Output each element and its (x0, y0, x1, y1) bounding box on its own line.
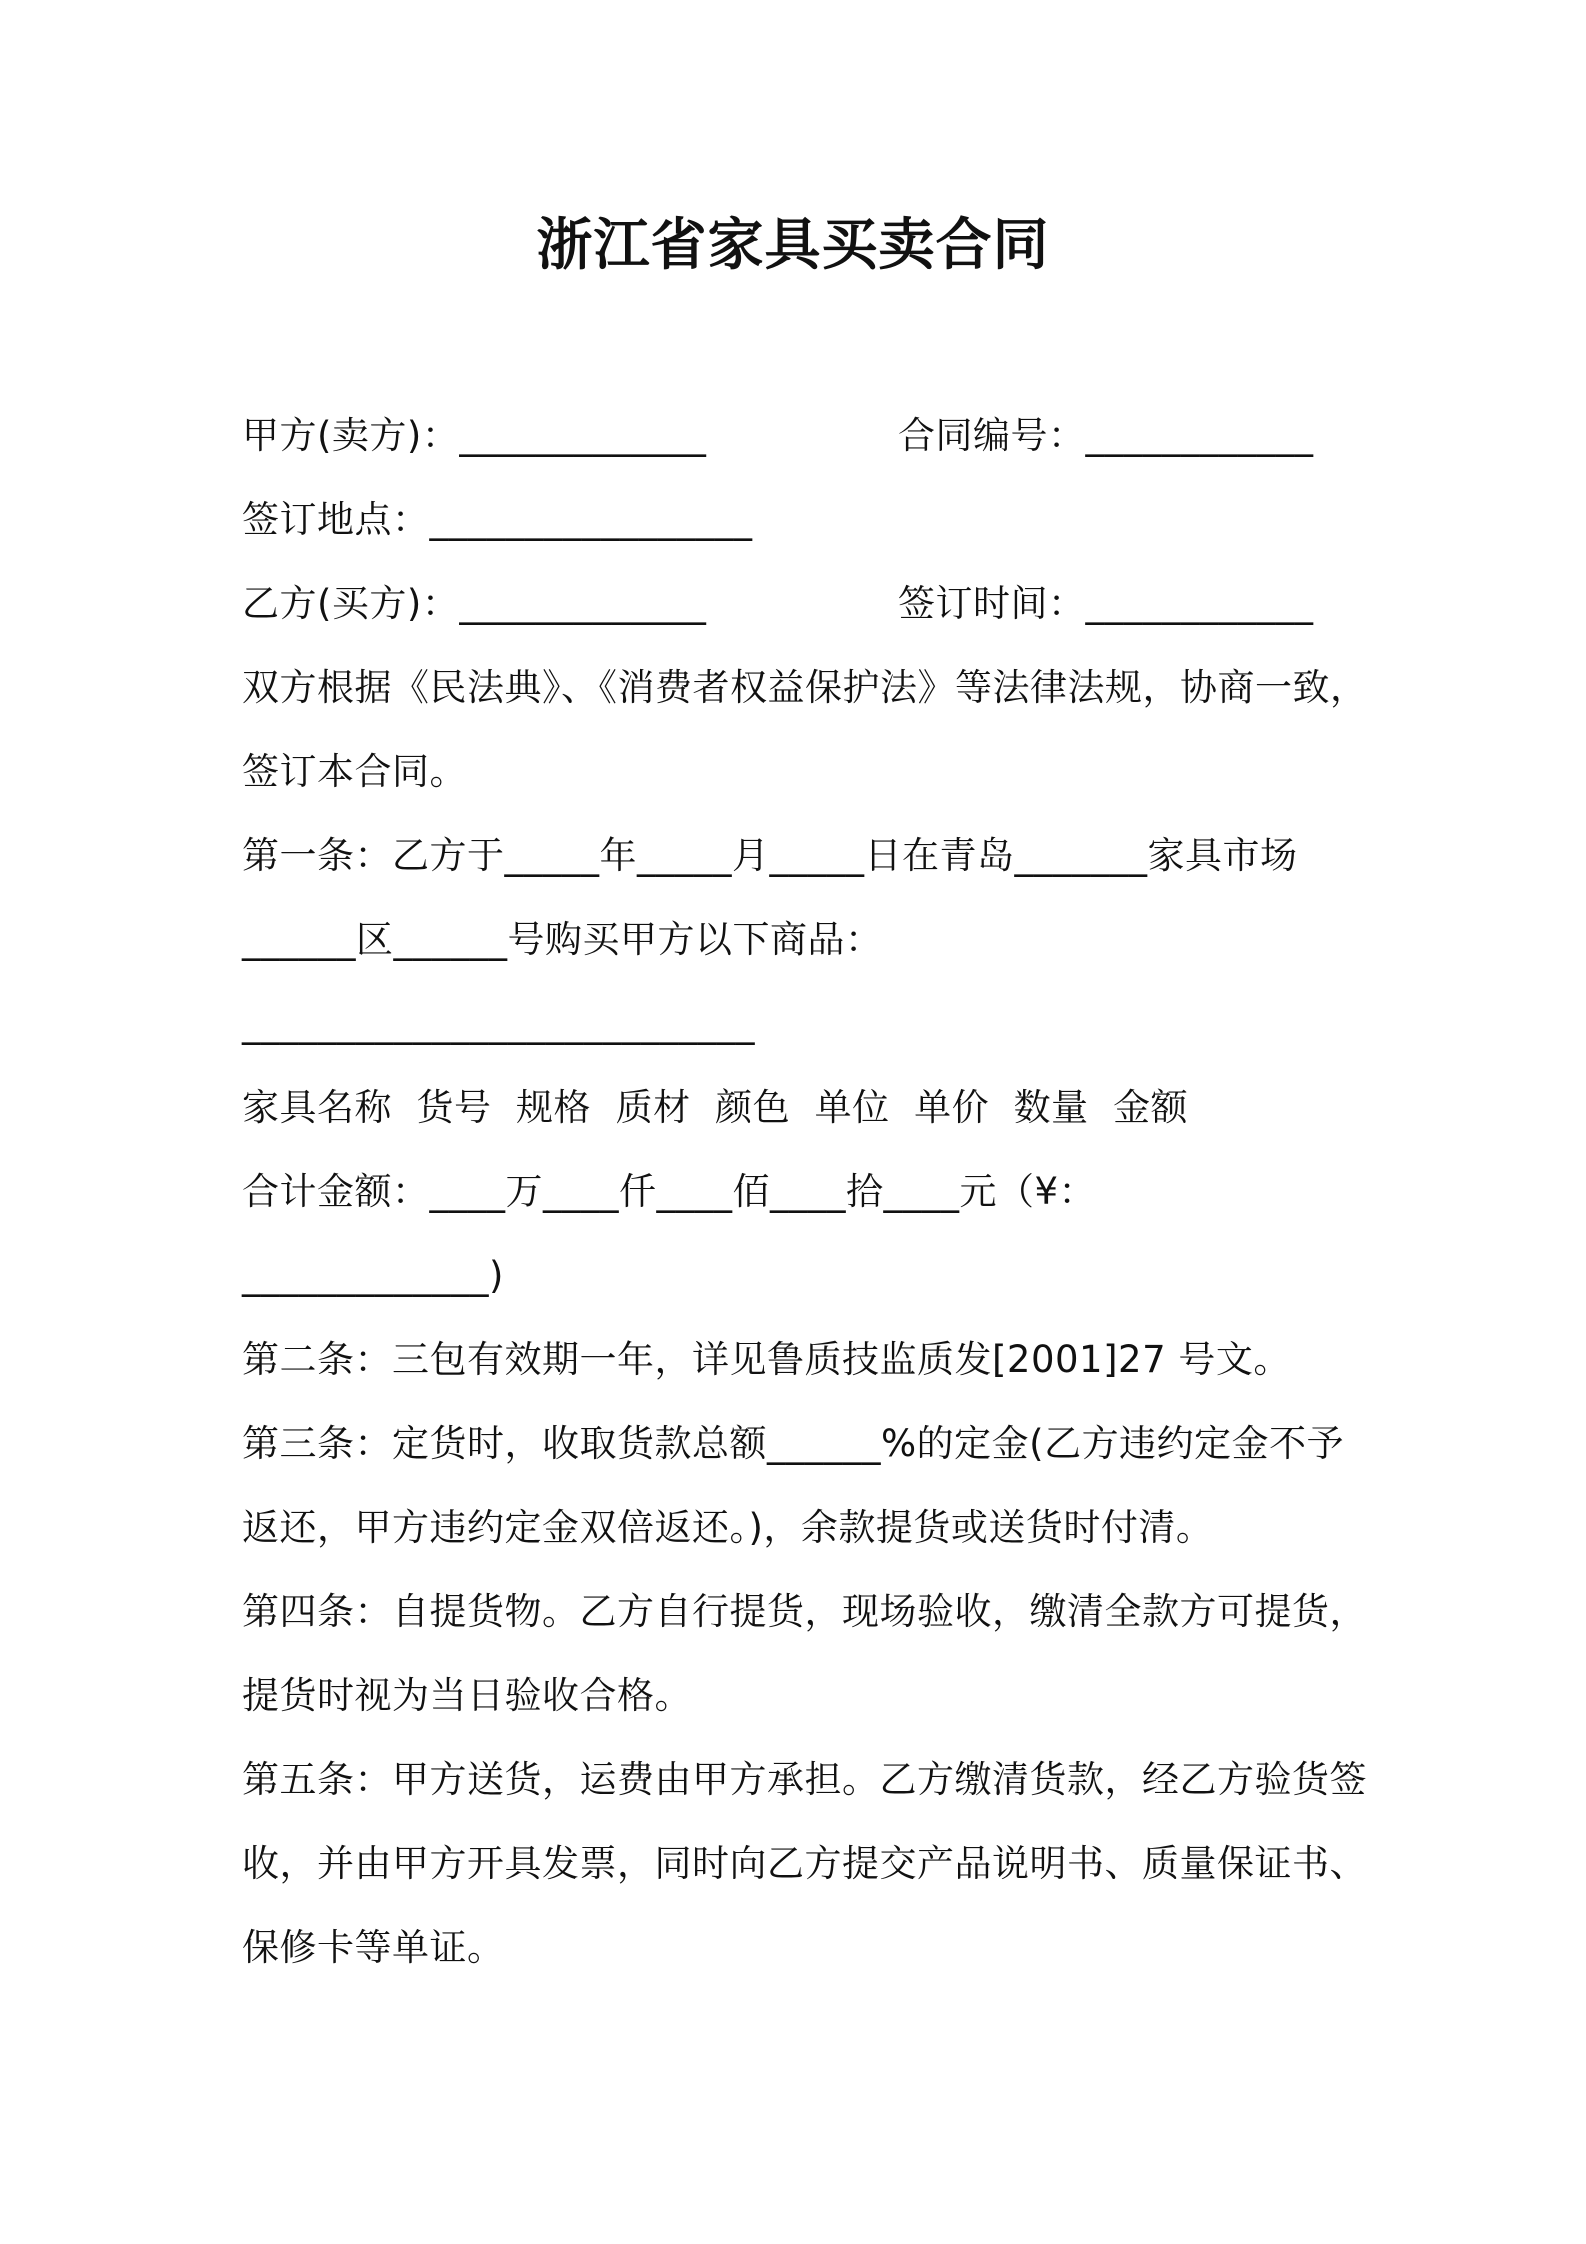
article-5-line-1: 第五条：甲方送货，运费由甲方承担。乙方缴清货款，经乙方验货签 (242, 1758, 1367, 1801)
goods-column-headers: 家具名称 货号 规格 质材 颜色 单位 单价 数量 金额 (242, 1086, 1189, 1129)
article-3-line-2: 返还，甲方违约定金双倍返还。)，余款提货或送货时付清。 (242, 1506, 1214, 1549)
document-title: 浙江省家具买卖合同 (536, 213, 1050, 278)
signing-place-field: 签订地点：_________________ (242, 498, 753, 541)
article-5-line-2: 收，并由甲方开具发票，同时向乙方提交产品说明书、质量保证书、 (242, 1842, 1367, 1885)
article-3-line-1: 第三条：定货时，收取货款总额______%的定金(乙方违约定金不予 (242, 1422, 1345, 1465)
article-4-line-1: 第四条：自提货物。乙方自行提货，现场验收，缴清全款方可提货， (242, 1590, 1367, 1633)
article-2: 第二条：三包有效期一年，详见鲁质技监质发[2001]27 号文。 (242, 1338, 1291, 1381)
buyer-field: 乙方(买方)：_____________ (242, 582, 707, 625)
total-amount-line-1: 合计金额：____万____仟____佰____拾____元（¥： (242, 1170, 1097, 1213)
total-amount-line-2: _____________) (242, 1254, 504, 1297)
signing-time-field: 签订时间：____________ (898, 582, 1314, 625)
preamble-line-1: 双方根据《民法典》、《消费者权益保护法》等法律法规，协商一致， (242, 666, 1368, 709)
article-5-line-3: 保修卡等单证。 (242, 1926, 505, 1969)
preamble-line-2: 签订本合同。 (242, 750, 467, 793)
contract-number-field: 合同编号：____________ (898, 414, 1314, 457)
seller-field: 甲方(卖方)：_____________ (242, 414, 707, 457)
article-1-line-2: ______区______号购买甲方以下商品： (242, 918, 883, 961)
article-1-line-1: 第一条：乙方于_____年_____月_____日在青岛_______家具市场 (242, 834, 1298, 877)
article-1-blank-line: ___________________________ (242, 1002, 755, 1045)
article-4-line-2: 提货时视为当日验收合格。 (242, 1674, 692, 1717)
